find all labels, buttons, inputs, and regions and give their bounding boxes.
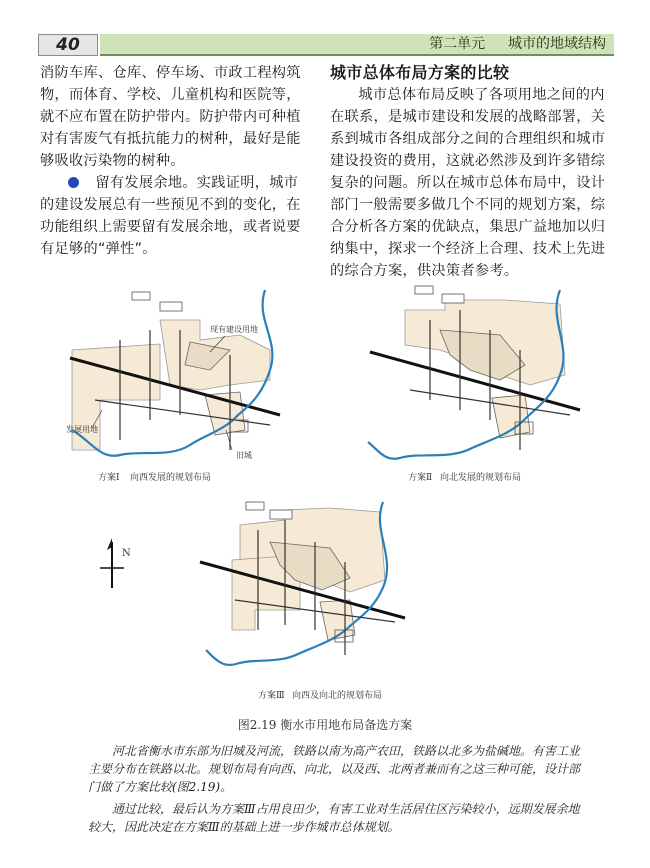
unit-title: 城市的地域结构 [508, 36, 606, 52]
bullet-icon [68, 177, 79, 188]
case-paragraph-2: 通过比较，最后认为方案Ⅲ占用良田少，有害工业对生活居住区污染较小，远期发展余地较大，因此决定在方案Ⅲ的基础上进一步作城市总体规划。 [88, 802, 580, 834]
map3-caption: 向西及向北的规划布局 [292, 691, 383, 701]
map3-scheme: 方案Ⅲ [258, 691, 285, 701]
north-arrow-icon [100, 538, 131, 588]
map1-caption: 向西发展的规划布局 [130, 473, 212, 483]
map-scheme-2 [368, 286, 580, 483]
case-study [88, 742, 588, 836]
case-paragraph-1: 河北省衡水市东部为旧城及河流，铁路以南为高产农田，铁路以北多为盐碱地。有害工业主要分布在铁路以北。规划布局有向西、向北，以及西、北两者兼而有之这三种可能，设计部门做了方案比较(图2.19)。 [88, 744, 581, 794]
north-label: N [122, 548, 131, 559]
unit-heading [429, 34, 606, 54]
map1-scheme: 方案Ⅰ [98, 473, 120, 483]
left-paragraph-1: 消防车库、仓库、停车场、市政工程构筑物，而体育、学校、儿童机构和医院等，就不应布置在防护带内。防护带内可种植对有害废气有抵抗能力的树种，最好是能够吸收污染物的树种。 [40, 65, 301, 169]
map2-caption: 向北发展的规划布局 [440, 473, 522, 483]
figure-maps [0, 280, 650, 710]
left-column [40, 62, 312, 260]
right-paragraph: 城市总体布局反映了各项用地之间的内在联系，是城市建设和发展的战略部署，关系到城市各组成部分之间的合理组织和城市建设投资的费用，这就必然涉及到许多错综复杂的问题。所以在城市总体布局中，设计部门一般需要多做几个不同的规划方案，综合分析各方案的优缺点，集思广益地加以归纳集中，探求一个经济上合理、技术上先进的综合方案，供决策者参考。 [330, 87, 606, 279]
left-paragraph-2: 留有发展余地。实践证明，城市的建设发展总有一些预见不到的变化，在功能组织上需要留有发展余地，或者说要有足够的“弹性”。 [40, 175, 301, 257]
right-column [330, 62, 612, 282]
unit-banner [100, 34, 614, 56]
left-paragraph-2-wrap [40, 172, 312, 260]
label-development-land: 发展用地 [66, 425, 98, 434]
page-number: 40 [38, 34, 98, 56]
map-scheme-1 [66, 290, 280, 483]
map-scheme-3 [200, 502, 405, 701]
section-title: 城市总体布局方案的比较 [330, 63, 510, 82]
unit-number: 第二单元 [429, 36, 486, 52]
map2-scheme: 方案Ⅱ [408, 473, 433, 483]
label-existing-land: 现有建设用地 [210, 325, 258, 334]
page-header [38, 34, 614, 54]
figure-caption: 图2.19 衡水市用地布局备选方案 [237, 718, 413, 732]
label-old-city: 旧城 [236, 451, 252, 460]
